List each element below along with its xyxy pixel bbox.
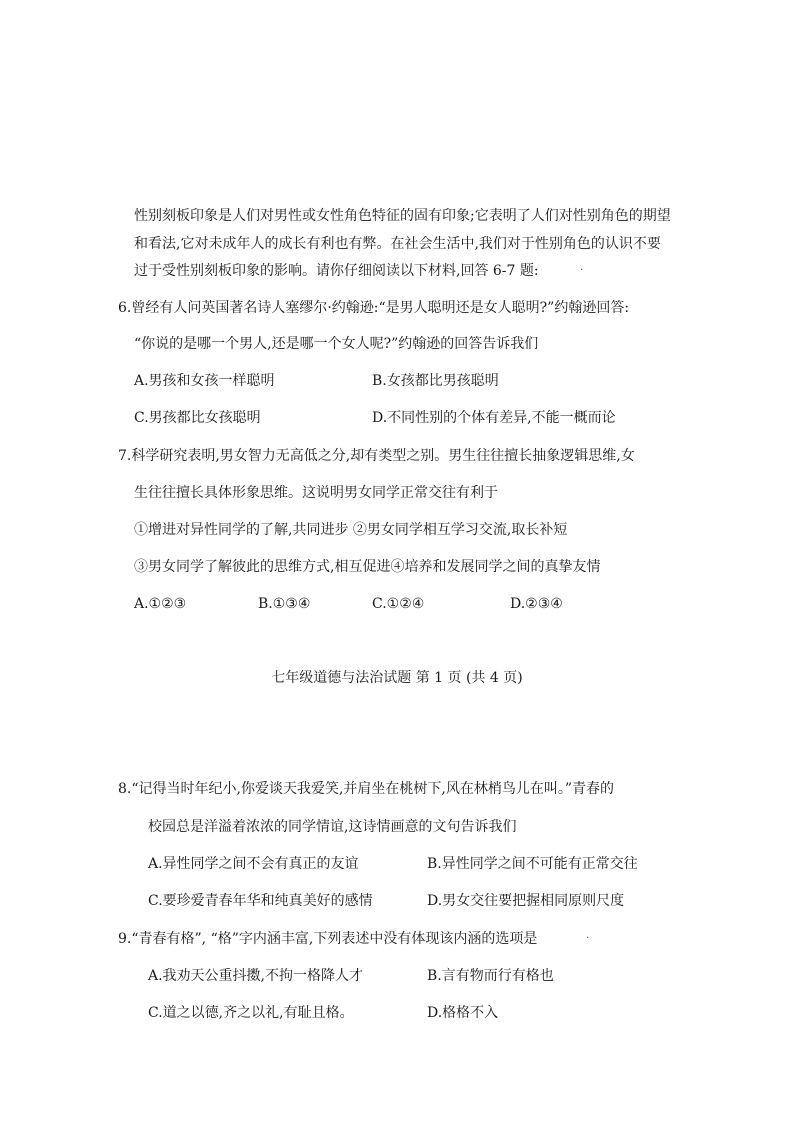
q7-stem-line-1: 7.科学研究表明,男女智力无高低之分,却有类型之别。男生往往擅长抽象逻辑思维,女 xyxy=(118,448,635,464)
q7-option-b: B.①③④ xyxy=(258,596,311,612)
q9-option-b: B.言有物而行有格也 xyxy=(427,968,554,984)
q9-option-a: A.我劝天公重抖擞,不拘一格降人才 xyxy=(148,968,364,984)
intro-line-1: 性别刻板印象是人们对男性或女性角色特征的固有印象;它表明了人们对性别角色的期望 xyxy=(134,208,671,224)
q8-stem-line-1: 8.“记得当时年纪小,你爱谈天我爱笑,并肩坐在桃树下,风在林梢鸟儿在叫。”青春的 xyxy=(118,781,615,797)
q6-stem-line-2: “你说的是哪一个男人,还是哪一个女人呢?”约翰逊的回答告诉我们 xyxy=(134,336,539,352)
q9-option-c: C.道之以德,齐之以礼,有耻且格。 xyxy=(148,1005,354,1021)
q8-option-b: B.异性同学之间不可能有正常交往 xyxy=(427,856,638,872)
q9-stem: 9.“青春有格”, “格”字内涵丰富,下列表述中没有体现该内涵的选项是 xyxy=(118,931,538,947)
q8-option-d: D.男女交往要把握相同原则尺度 xyxy=(427,893,625,909)
q6-option-b: B.女孩都比男孩聪明 xyxy=(372,373,499,389)
q6-option-a: A.男孩和女孩一样聪明 xyxy=(134,373,275,389)
q6-option-d: D.不同性别的个体有差异,不能一概而论 xyxy=(372,410,616,426)
stray-dot: · xyxy=(580,265,584,276)
q9-option-d: D.格格不入 xyxy=(427,1005,499,1021)
q7-option-d: D.②③④ xyxy=(510,596,563,612)
q8-stem-line-2: 校园总是洋溢着浓浓的同学情谊,这诗情画意的文句告诉我们 xyxy=(148,819,517,835)
q6-stem-line-1: 6.曾经有人问英国著名诗人塞缪尔·约翰逊:“是男人聪明还是女人聪明?”约翰逊回答: xyxy=(118,300,630,316)
q7-option-c: C.①②④ xyxy=(372,596,425,612)
intro-line-3: 过于受性别刻板印象的影响。请你仔细阅读以下材料,回答 6-7 题: xyxy=(134,263,539,279)
q7-item-line-2: ③男女同学了解彼此的思维方式,相互促进④培养和发展同学之间的真挚友情 xyxy=(134,559,601,575)
q6-option-c: C.男孩都比女孩聪明 xyxy=(134,410,261,426)
stray-dot: · xyxy=(586,933,590,944)
q7-option-a: A.①②③ xyxy=(134,596,187,612)
intro-line-2: 和看法,它对未成年人的成长有利也有弊。在社会生活中,我们对于性别角色的认识不要 xyxy=(134,236,661,252)
page-footer: 七年级道德与法治试题 第 1 页 (共 4 页) xyxy=(271,670,523,686)
q7-stem-line-2: 生往往擅长具体形象思维。这说明男女同学正常交往有利于 xyxy=(134,485,498,501)
q8-option-a: A.异性同学之间不会有真正的友谊 xyxy=(148,856,359,872)
q8-option-c: C.要珍爱青春年华和纯真美好的感情 xyxy=(148,893,373,909)
q7-item-line-1: ①增进对异性同学的了解,共同进步 ②男女同学相互学习交流,取长补短 xyxy=(134,522,568,538)
